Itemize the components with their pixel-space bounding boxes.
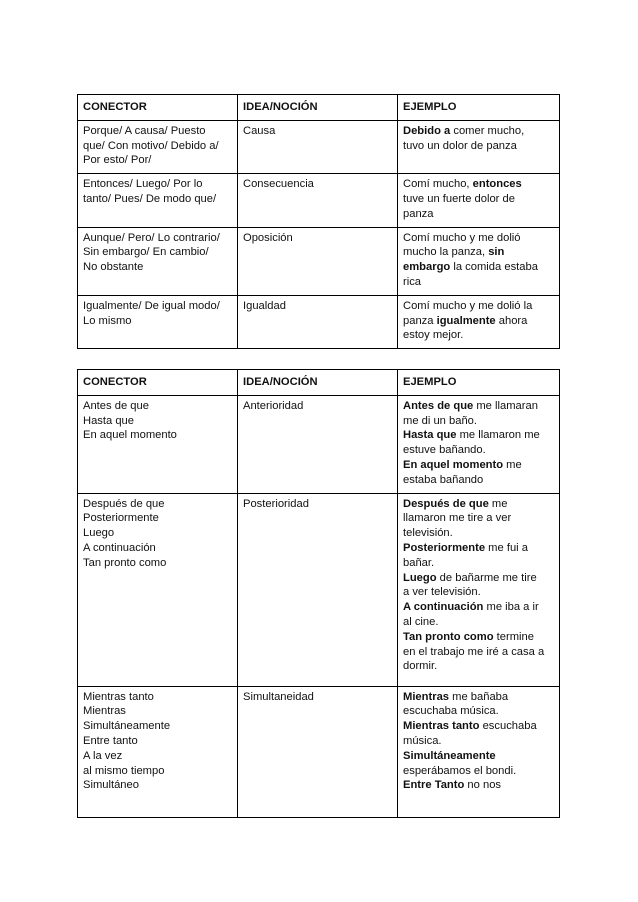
ejemplo-bold: Entre Tanto xyxy=(403,779,465,792)
conector-line: A continuación xyxy=(83,541,156,554)
ejemplo-line xyxy=(403,690,554,705)
idea-cell: Oposición xyxy=(238,227,398,295)
ejemplo-text: escuchaba música. xyxy=(403,705,499,718)
ejemplo-line xyxy=(403,511,554,526)
ejemplo-line xyxy=(403,778,554,793)
ejemplo-text: rica xyxy=(403,275,422,288)
ejemplo-line xyxy=(403,541,554,556)
ejemplo-text: estoy mejor. xyxy=(403,329,464,342)
ejemplo-line xyxy=(403,526,554,541)
ejemplo-bold: Luego xyxy=(403,571,437,584)
ejemplo-text: me xyxy=(488,497,508,510)
ejemplo-line xyxy=(403,473,554,488)
ejemplo-text: llamaron me tire a ver xyxy=(403,512,512,525)
ejemplo-line xyxy=(403,615,554,630)
table-row xyxy=(78,295,560,348)
ejemplo-text: Comí mucho y me dolió la xyxy=(403,299,533,312)
ejemplo-line xyxy=(403,299,554,314)
conector-cell xyxy=(78,493,238,686)
ejemplo-cell xyxy=(398,120,560,173)
conector-cell xyxy=(78,120,238,173)
ejemplo-text: me xyxy=(503,458,522,471)
conector-line: Igualmente/ De igual modo/ xyxy=(83,299,220,312)
ejemplo-line xyxy=(403,207,554,222)
ejemplo-line xyxy=(403,734,554,749)
conector-cell xyxy=(78,227,238,295)
table-row xyxy=(78,174,560,227)
conector-line: Entonces/ Luego/ Por lo xyxy=(83,178,203,191)
table-row xyxy=(78,686,560,817)
ejemplo-text: al cine. xyxy=(403,615,439,628)
header-conector: CONECTOR xyxy=(78,370,238,396)
ejemplo-bold: embargo xyxy=(403,261,451,274)
ejemplo-line xyxy=(403,749,554,764)
ejemplo-text: panza xyxy=(403,314,437,327)
connectors-table-2 xyxy=(77,369,560,818)
ejemplo-text: música. xyxy=(403,734,442,747)
conector-cell xyxy=(78,174,238,227)
conector-line: Hasta que xyxy=(83,414,134,427)
ejemplo-bold: Tan pronto como xyxy=(403,630,494,643)
ejemplo-text: tuvo un dolor de panza xyxy=(403,139,517,152)
conector-line: No obstante xyxy=(83,261,144,274)
conector-cell xyxy=(78,395,238,493)
ejemplo-text: me iba a ir xyxy=(483,601,539,614)
ejemplo-cell xyxy=(398,174,560,227)
ejemplo-text: dormir. xyxy=(403,660,438,673)
conector-line: Antes de que xyxy=(83,399,149,412)
ejemplo-line xyxy=(403,458,554,473)
conector-line: Mientras xyxy=(83,705,126,718)
conector-line: Después de que xyxy=(83,497,165,510)
ejemplo-text: me llamaran xyxy=(473,399,538,412)
ejemplo-bold: Posteriormente xyxy=(403,541,486,554)
ejemplo-bold: En aquel momento xyxy=(403,458,504,471)
ejemplo-line xyxy=(403,314,554,329)
conector-line: Por esto/ Por/ xyxy=(83,154,152,167)
conector-line: que/ Con motivo/ Debido a/ xyxy=(83,139,219,152)
ejemplo-text: esperábamos el bondi. xyxy=(403,764,517,777)
header-ejemplo: EJEMPLO xyxy=(398,370,560,396)
conector-line: Porque/ A causa/ Puesto xyxy=(83,124,206,137)
ejemplo-line xyxy=(403,704,554,719)
ejemplo-text: me di un baño. xyxy=(403,414,478,427)
ejemplo-text: de bañarme me tire xyxy=(436,571,537,584)
header-idea: IDEA/NOCIÓN xyxy=(238,95,398,121)
ejemplo-text: me fui a xyxy=(485,541,528,554)
ejemplo-line xyxy=(403,275,554,290)
table-row xyxy=(78,227,560,295)
table-header-row xyxy=(78,95,560,121)
ejemplo-text: comer mucho, xyxy=(450,124,525,137)
ejemplo-text: me llamaron me xyxy=(456,429,540,442)
ejemplo-line xyxy=(403,399,554,414)
ejemplo-line xyxy=(403,414,554,429)
conector-line: Aunque/ Pero/ Lo contrario/ xyxy=(83,231,220,244)
idea-cell: Consecuencia xyxy=(238,174,398,227)
ejemplo-text: mucho la panza, xyxy=(403,246,489,259)
table-row xyxy=(78,395,560,493)
ejemplo-text: a ver televisión. xyxy=(403,586,481,599)
idea-cell: Anterioridad xyxy=(238,395,398,493)
ejemplo-text: ahora xyxy=(495,314,528,327)
conector-line: Tan pronto como xyxy=(83,556,167,569)
conector-line: Luego xyxy=(83,527,115,540)
idea-cell: Posterioridad xyxy=(238,493,398,686)
conector-line: Simultáneamente xyxy=(83,720,171,733)
table-row xyxy=(78,493,560,686)
ejemplo-line xyxy=(403,645,554,660)
ejemplo-text: panza xyxy=(403,207,434,220)
ejemplo-bold: Antes de que xyxy=(403,399,474,412)
ejemplo-line xyxy=(403,659,554,674)
ejemplo-line xyxy=(403,177,554,192)
ejemplo-text: bañar. xyxy=(403,556,435,569)
conector-line: tanto/ Pues/ De modo que/ xyxy=(83,192,217,205)
ejemplo-text: me bañaba xyxy=(449,690,509,703)
ejemplo-cell xyxy=(398,686,560,817)
ejemplo-line xyxy=(403,192,554,207)
ejemplo-bold: sin xyxy=(488,246,505,259)
ejemplo-text: termine xyxy=(493,630,534,643)
ejemplo-text: estuve bañando. xyxy=(403,444,486,457)
ejemplo-line xyxy=(403,260,554,275)
ejemplo-text: Comí mucho, xyxy=(403,178,473,191)
ejemplo-bold: Hasta que xyxy=(403,429,457,442)
conector-line: Sin embargo/ En cambio/ xyxy=(83,246,209,259)
conector-line: Mientras tanto xyxy=(83,690,154,703)
idea-cell: Igualdad xyxy=(238,295,398,348)
ejemplo-text: en el trabajo me iré a casa a xyxy=(403,645,545,658)
idea-cell: Causa xyxy=(238,120,398,173)
table-row xyxy=(78,120,560,173)
ejemplo-line xyxy=(403,139,554,154)
ejemplo-line xyxy=(403,571,554,586)
conector-line: Lo mismo xyxy=(83,314,132,327)
ejemplo-line xyxy=(403,231,554,246)
ejemplo-line xyxy=(403,764,554,779)
ejemplo-line xyxy=(403,630,554,645)
connectors-table-1 xyxy=(77,94,560,349)
conector-line: Entre tanto xyxy=(83,734,138,747)
ejemplo-cell xyxy=(398,227,560,295)
ejemplo-bold: entonces xyxy=(472,178,522,191)
ejemplo-line xyxy=(403,428,554,443)
header-conector: CONECTOR xyxy=(78,95,238,121)
ejemplo-text: tuve un fuerte dolor de xyxy=(403,192,515,205)
ejemplo-line xyxy=(403,600,554,615)
ejemplo-bold: Mientras tanto xyxy=(403,720,480,733)
ejemplo-line xyxy=(403,497,554,512)
conector-cell xyxy=(78,686,238,817)
ejemplo-bold: Después de que xyxy=(403,497,489,510)
ejemplo-text: escuchaba xyxy=(479,720,537,733)
conector-line: Posteriormente xyxy=(83,512,159,525)
ejemplo-line xyxy=(403,124,554,139)
conector-line: al mismo tiempo xyxy=(83,764,165,777)
ejemplo-bold: Debido a xyxy=(403,124,451,137)
ejemplo-cell xyxy=(398,395,560,493)
ejemplo-line xyxy=(403,443,554,458)
conector-line: A la vez xyxy=(83,749,123,762)
ejemplo-text: estaba bañando xyxy=(403,473,484,486)
conector-cell xyxy=(78,295,238,348)
ejemplo-line xyxy=(403,328,554,343)
table-header-row xyxy=(78,370,560,396)
header-ejemplo: EJEMPLO xyxy=(398,95,560,121)
ejemplo-line xyxy=(403,556,554,571)
ejemplo-text: televisión. xyxy=(403,527,453,540)
conector-line: Simultáneo xyxy=(83,779,139,792)
ejemplo-bold: igualmente xyxy=(436,314,496,327)
ejemplo-text: no nos xyxy=(464,779,502,792)
ejemplo-line xyxy=(403,719,554,734)
ejemplo-text: la comida estaba xyxy=(450,261,538,274)
header-idea: IDEA/NOCIÓN xyxy=(238,370,398,396)
ejemplo-bold: A continuación xyxy=(403,601,484,614)
ejemplo-bold: Mientras xyxy=(403,690,450,703)
ejemplo-cell xyxy=(398,295,560,348)
ejemplo-bold: Simultáneamente xyxy=(403,749,496,762)
ejemplo-line xyxy=(403,245,554,260)
ejemplo-text: Comí mucho y me dolió xyxy=(403,231,521,244)
conector-line: En aquel momento xyxy=(83,429,177,442)
idea-cell: Simultaneidad xyxy=(238,686,398,817)
ejemplo-line xyxy=(403,585,554,600)
ejemplo-cell xyxy=(398,493,560,686)
